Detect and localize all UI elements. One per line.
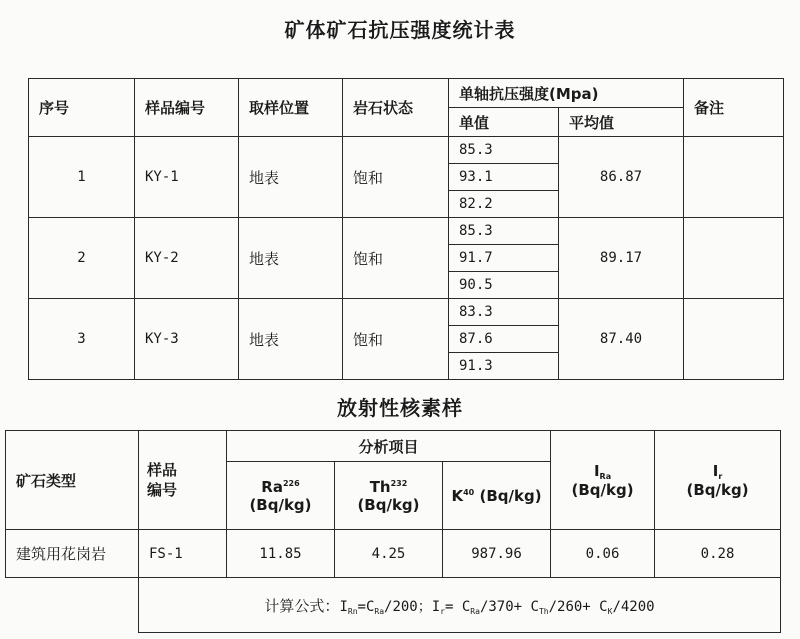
row3-value-1: 83.3 — [449, 299, 559, 326]
row-ir: 0.28 — [655, 530, 781, 578]
header-k40: $K^{40}$ (Bq/kg) — [443, 462, 551, 530]
row-ra226: 11.85 — [227, 530, 335, 578]
row2-value-1: 85.3 — [449, 218, 559, 245]
row1-seq: 1 — [29, 137, 135, 218]
row1-average: 86.87 — [559, 137, 684, 218]
header-sample-id: 样品编号 — [135, 79, 239, 137]
row2-value-3: 90.5 — [449, 272, 559, 299]
header-ir: $I_r$ (Bq/kg) — [655, 431, 781, 530]
row2-location: 地表 — [239, 218, 343, 299]
row1-value-2: 93.1 — [449, 164, 559, 191]
header-analysis: 分析项目 — [227, 431, 551, 462]
row1-remarks — [684, 137, 784, 218]
header-sample-id: 样品编号 — [139, 431, 227, 530]
table2-title: 放射性核素样 — [337, 396, 463, 420]
row3-seq: 3 — [29, 299, 135, 380]
header-th232: Th$^{232}$ (Bq/kg) — [335, 462, 443, 530]
row2-remarks — [684, 218, 784, 299]
row1-value-1: 85.3 — [449, 137, 559, 164]
header-seq: 序号 — [29, 79, 135, 137]
row-k40: 987.96 — [443, 530, 551, 578]
row1-location: 地表 — [239, 137, 343, 218]
header-average: 平均值 — [559, 108, 684, 137]
formula-empty-cell — [6, 578, 139, 633]
table1-title: 矿体矿石抗压强度统计表 — [284, 18, 516, 42]
header-rock-state: 岩石状态 — [343, 79, 449, 137]
compressive-strength-table — [28, 78, 784, 380]
row1-sample-id: KY-1 — [135, 137, 239, 218]
row-th232: 4.25 — [335, 530, 443, 578]
row1-rock-state: 饱和 — [343, 137, 449, 218]
row2-average: 89.17 — [559, 218, 684, 299]
radionuclide-table — [5, 430, 781, 633]
row-ore-type: 建筑用花岗岩 — [6, 530, 139, 578]
header-remarks: 备注 — [684, 79, 784, 137]
header-ra226: Ra$^{226}$ (Bq/kg) — [227, 462, 335, 530]
row3-sample-id: KY-3 — [135, 299, 239, 380]
row-sample-id: FS-1 — [139, 530, 227, 578]
row3-value-2: 87.6 — [449, 326, 559, 353]
row3-value-3: 91.3 — [449, 353, 559, 380]
row2-sample-id: KY-2 — [135, 218, 239, 299]
row2-seq: 2 — [29, 218, 135, 299]
header-ira: $I_{Ra}$ (Bq/kg) — [551, 431, 655, 530]
row3-average: 87.40 — [559, 299, 684, 380]
row2-rock-state: 饱和 — [343, 218, 449, 299]
header-ore-type: 矿石类型 — [6, 431, 139, 530]
row2-value-2: 91.7 — [449, 245, 559, 272]
header-location: 取样位置 — [239, 79, 343, 137]
formula-cell: 计算公式：$I_{Rn}=C_{Ra}/200$；$I_r= C_{Ra}/370+ C_{Th}/260+ C_K/4200$ — [139, 578, 781, 633]
row3-remarks — [684, 299, 784, 380]
header-strength: 单轴抗压强度(Mpa) — [449, 79, 684, 108]
header-single: 单值 — [449, 108, 559, 137]
row-ira: 0.06 — [551, 530, 655, 578]
row1-value-3: 82.2 — [449, 191, 559, 218]
row3-rock-state: 饱和 — [343, 299, 449, 380]
row3-location: 地表 — [239, 299, 343, 380]
